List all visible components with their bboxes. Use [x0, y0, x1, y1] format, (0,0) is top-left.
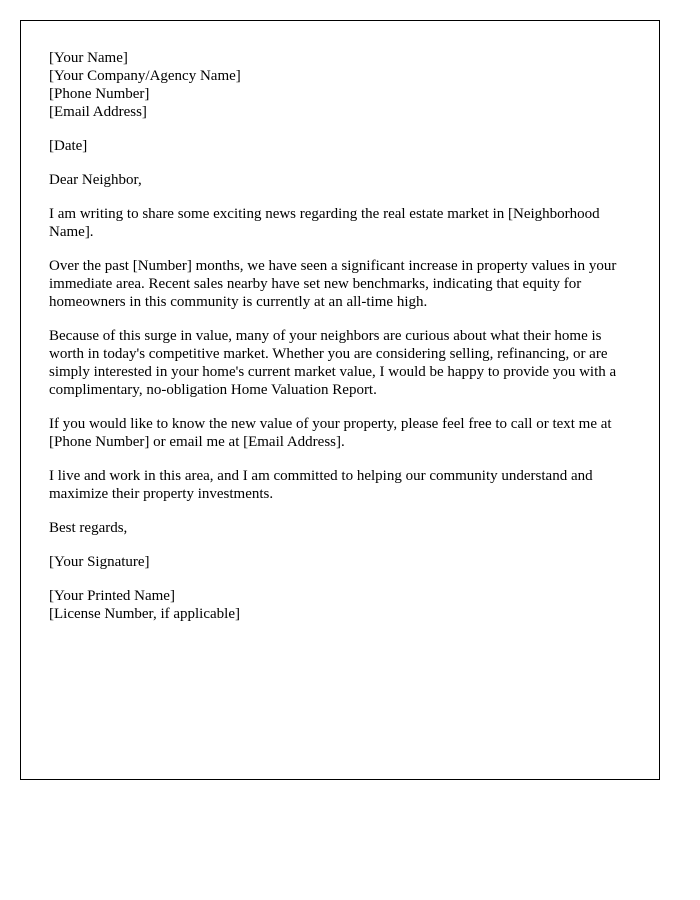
paragraph-commitment: I live and work in this area, and I am committed to helping our community understand and maximize their property investments. — [49, 468, 593, 502]
sender-email: [Email Address] — [49, 104, 147, 120]
sender-name: [Your Name] — [49, 50, 128, 66]
printed-name: [Your Printed Name] — [49, 588, 175, 604]
signature: [Your Signature] — [49, 554, 150, 570]
license-number: [License Number, if applicable] — [49, 606, 240, 622]
paragraph-valuation-offer: Because of this surge in value, many of your neighbors are curious about what their home is worth in today's competitive market. Whether you are considering selling, refinancing, or are simply interested in your home's current market value, I would be happy to provide you with a complimentary, no-obligation Home Valuation Report. — [49, 328, 617, 398]
closing: Best regards, — [49, 520, 128, 536]
paragraph-market-increase: Over the past [Number] months, we have seen a significant increase in property values in your immediate area. Recent sales nearby have set new benchmarks, indicating that equity for homeowners in this community is currently at an all-time high. — [49, 258, 617, 310]
sender-company: [Your Company/Agency Name] — [49, 68, 241, 84]
salutation: Dear Neighbor, — [49, 172, 142, 188]
paragraph-intro: I am writing to share some exciting news regarding the real estate market in [Neighborhood Name]. — [49, 206, 600, 240]
signoff-block — [49, 587, 639, 623]
sender-block — [49, 49, 639, 121]
paragraph-contact: If you would like to know the new value of your property, please feel free to call or text me at [Phone Number] or email me at [Email Address]. — [49, 416, 612, 450]
letter-date: [Date] — [49, 138, 88, 154]
letter-page — [20, 20, 660, 780]
sender-phone: [Phone Number] — [49, 86, 150, 102]
letter-content — [49, 49, 639, 639]
